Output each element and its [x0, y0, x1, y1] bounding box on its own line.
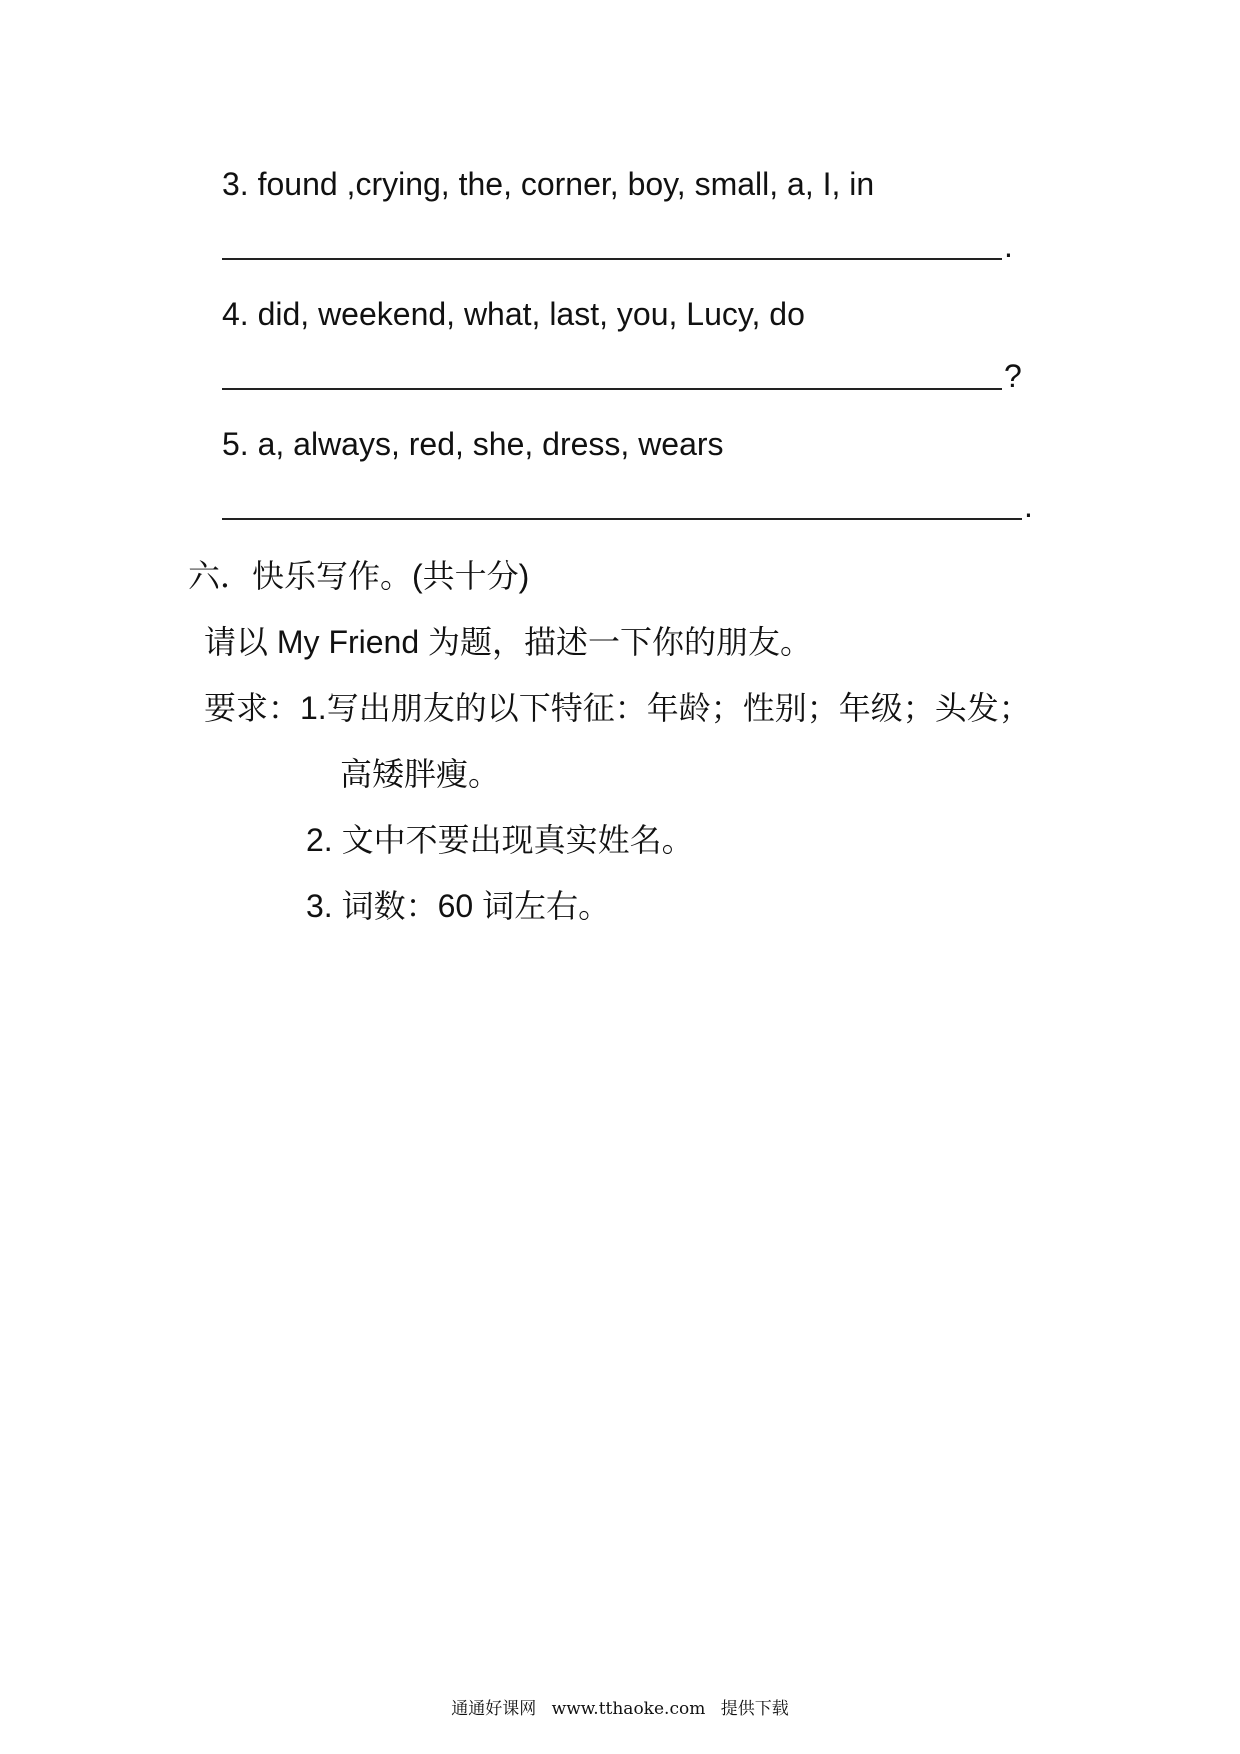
requirement-1: 要求：1.写出朋友的以下特征：年龄；性别；年级；头发； [204, 690, 1031, 726]
requirement-3: 3. 词数：60 词左右。 [306, 888, 611, 924]
answer-line-4[interactable] [222, 356, 1042, 396]
question-4-words: 4. did, weekend, what, last, you, Lucy, do [222, 296, 805, 332]
answer-end-punctuation: ? [1004, 358, 1022, 394]
answer-line-3[interactable] [222, 226, 1022, 266]
answer-underline [222, 388, 1002, 390]
footer-url[interactable]: www.tthaoke.com [551, 1699, 706, 1719]
question-3-words: 3. found ,crying, the, corner, boy, small, a, I, in [222, 166, 875, 202]
page-footer [0, 1697, 1240, 1721]
question-5-words: 5. a, always, red, she, dress, wears [222, 426, 724, 462]
requirement-2: 2. 文中不要出现真实姓名。 [306, 822, 694, 858]
writing-heading: 六．快乐写作。(共十分) [188, 558, 530, 594]
answer-underline [222, 518, 1022, 520]
answer-underline [222, 258, 1002, 260]
answer-end-punctuation: . [1024, 488, 1033, 524]
writing-prompt: 请以 My Friend 为题，描述一下你的朋友。 [204, 624, 813, 660]
requirement-1-continued: 高矮胖瘦。 [340, 756, 501, 792]
footer-site-name: 通通好课网 [451, 1699, 537, 1719]
footer-note: 提供下载 [720, 1699, 789, 1719]
answer-end-punctuation: . [1004, 228, 1013, 264]
answer-line-5[interactable] [222, 486, 1052, 526]
